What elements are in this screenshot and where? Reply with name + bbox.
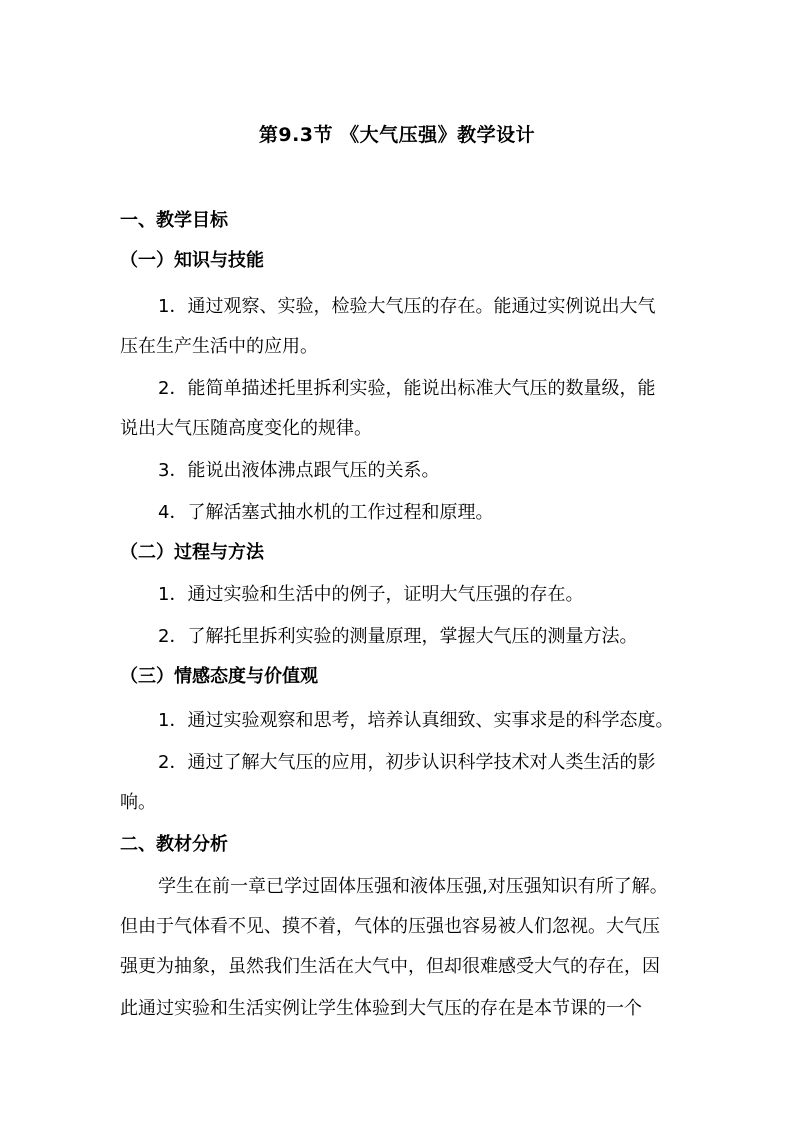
subsection-heading-attitude-values: （三）情感态度与价值观	[120, 666, 318, 687]
method-item-2: 2．了解托里拆利实验的测量原理，掌握大气压的测量方法。	[158, 626, 638, 647]
subsection-heading-knowledge-skills: （一）知识与技能	[120, 250, 264, 271]
goal-item-3: 3．能说出液体沸点跟气压的关系。	[158, 460, 440, 481]
analysis-paragraph-line-1: 学生在前一章已学过固体压强和液体压强,对压强知识有所了解。	[158, 876, 668, 897]
goal-item-2-line-1: 2．能简单描述托里拆利实验，能说出标准大气压的数量级，能	[158, 378, 656, 399]
attitude-item-2-line-2: 响。	[120, 792, 156, 813]
analysis-paragraph-line-3: 强更为抽象，虽然我们生活在大气中，但却很难感受大气的存在，因	[120, 956, 660, 977]
section-heading-textbook-analysis: 二、教材分析	[120, 834, 228, 855]
analysis-paragraph-line-4: 此通过实验和生活实例让学生体验到大气压的存在是本节课的一个	[120, 998, 642, 1019]
subsection-heading-process-methods: （二）过程与方法	[120, 542, 264, 563]
goal-item-4: 4．了解活塞式抽水机的工作过程和原理。	[158, 502, 494, 523]
attitude-item-2-line-1: 2．通过了解大气压的应用，初步认识科学技术对人类生活的影	[158, 752, 656, 773]
goal-item-1-line-2: 压在生产生活中的应用。	[120, 336, 318, 357]
attitude-item-1: 1．通过实验观察和思考，培养认真细致、实事求是的科学态度。	[158, 710, 674, 731]
document-title: 第9.3节 《大气压强》教学设计	[258, 124, 536, 146]
goal-item-1-line-1: 1．通过观察、实验，检验大气压的存在。能通过实例说出大气	[158, 296, 656, 317]
method-item-1: 1．通过实验和生活中的例子，证明大气压强的存在。	[158, 584, 584, 605]
goal-item-2-line-2: 说出大气压随高度变化的规律。	[120, 418, 372, 439]
section-heading-teaching-goals: 一、教学目标	[120, 210, 228, 231]
analysis-paragraph-line-2: 但由于气体看不见、摸不着，气体的压强也容易被人们忽视。大气压	[120, 916, 660, 937]
